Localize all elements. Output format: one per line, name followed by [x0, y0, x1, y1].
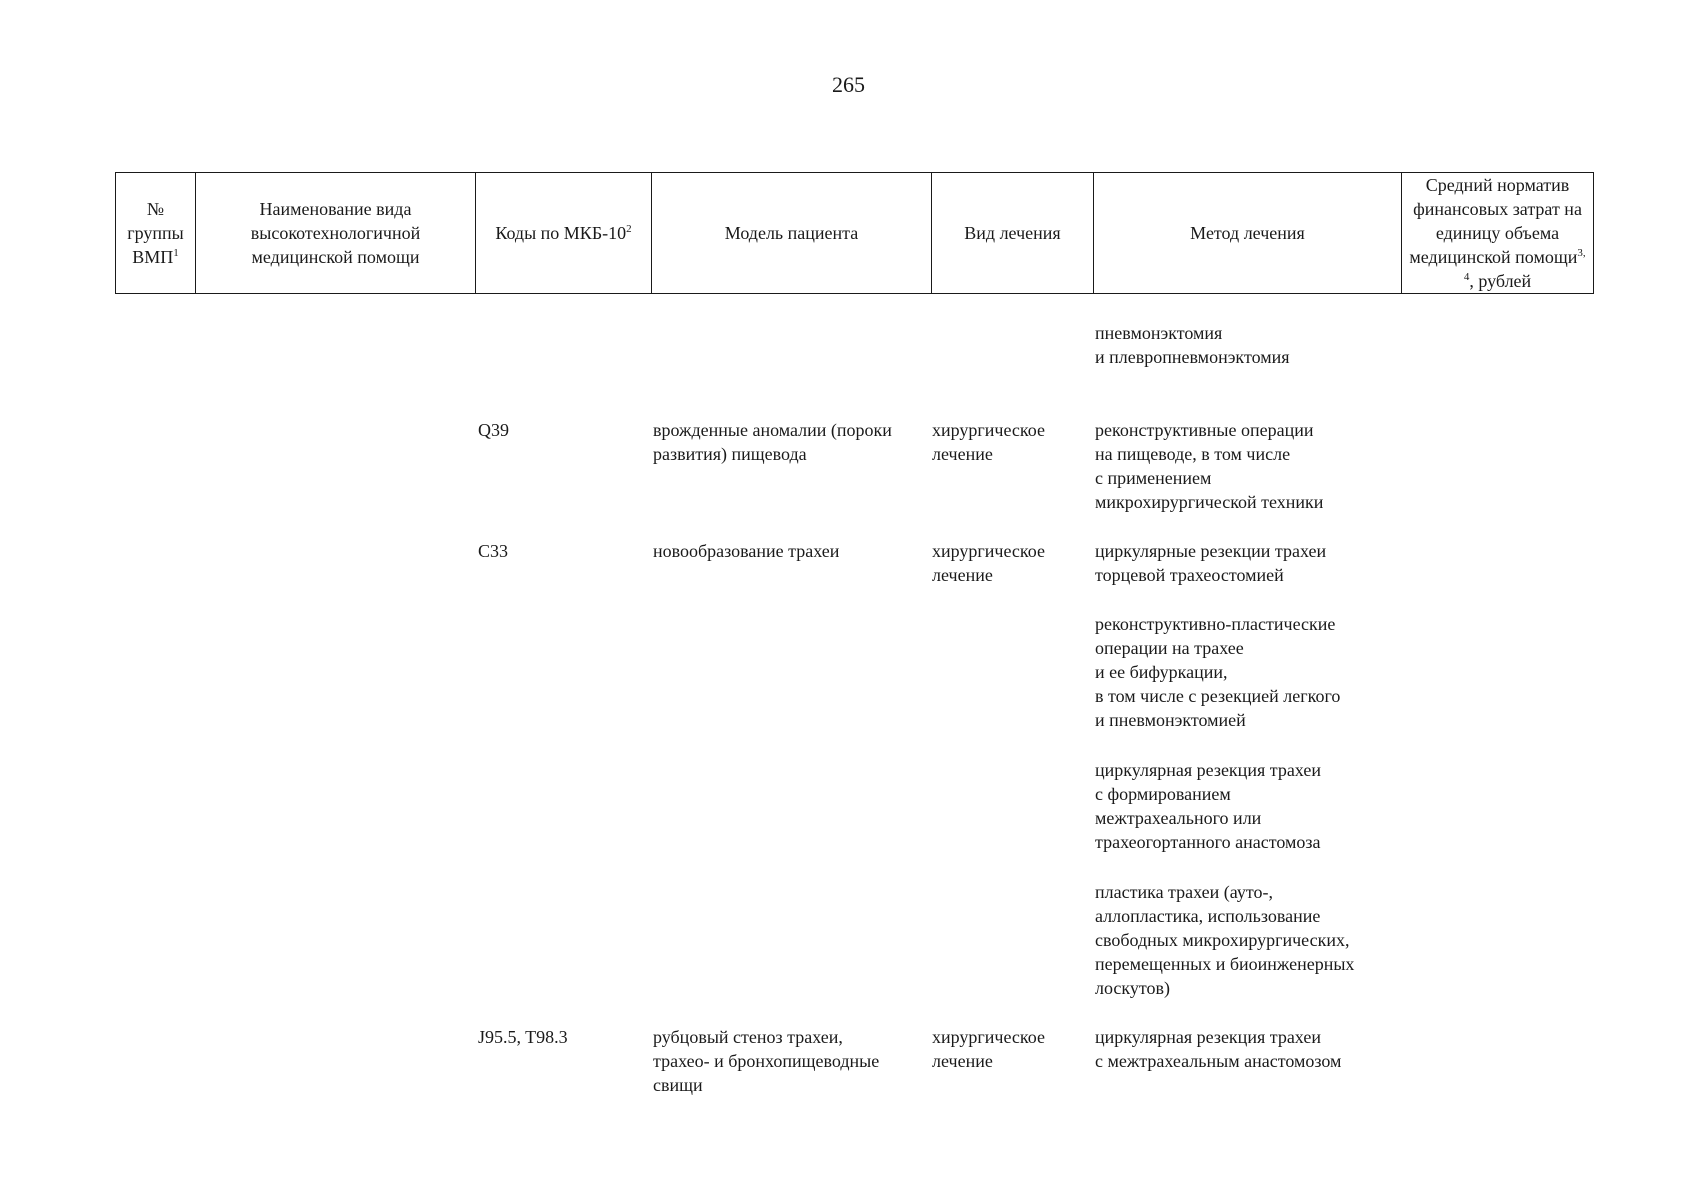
- table-header: [115, 172, 1594, 294]
- page-number: 265: [832, 72, 865, 97]
- row-j95-treatment: хирургическое лечение: [932, 1027, 1045, 1071]
- row-q39-method-1: реконструктивные операции на пищеводе, в том числе с применением микрохирургической техники: [1095, 420, 1324, 512]
- row-c33-model: новообразование трахеи: [653, 541, 840, 561]
- header-icd-codes: Коды по МКБ-$10^2$: [476, 173, 652, 294]
- header-treatment-method: Метод лечения: [1094, 173, 1402, 294]
- row-c33-treatment: хирургическое лечение: [932, 541, 1045, 585]
- row-c33-method-1: циркулярные резекции трахеи торцевой трахеостомией: [1095, 541, 1327, 585]
- header-treatment-type: Вид лечения: [932, 173, 1094, 294]
- header-care-type-name: Наименование вида высокотехнологичной медицинской помощи: [196, 173, 476, 294]
- header-patient-model: Модель пациента: [652, 173, 932, 294]
- row-q39-code: Q39: [478, 420, 509, 440]
- header-cost-standard: Средний норматив финансовых затрат на единицу объема медицинской помощи$^{3, 4}$, рублей: [1402, 173, 1594, 294]
- row-c33-code: C33: [478, 541, 509, 561]
- row-j95-method-1: циркулярная резекция трахеи с межтрахеальным анастомозом: [1095, 1027, 1342, 1071]
- row-c33-method-4: пластика трахеи (ауто-, аллопластика, использование свободных микрохирургических, перемещенных и биоинженерных лоскутов): [1095, 882, 1355, 998]
- header-group-number: № группы ВМП$^1$: [116, 173, 196, 294]
- method-continuation: пневмонэктомия и плевропневмонэктомия: [1095, 323, 1290, 367]
- row-q39-treatment: хирургическое лечение: [932, 420, 1045, 464]
- row-j95-model: рубцовый стеноз трахеи, трахео- и бронхопищеводные свищи: [653, 1027, 880, 1095]
- row-c33-method-2: реконструктивно-пластические операции на трахее и ее бифуркации, в том числе с резекцией легкого и пневмонэктомией: [1095, 614, 1341, 730]
- row-j95-code: J95.5, T98.3: [478, 1027, 568, 1047]
- row-q39-model: врожденные аномалии (пороки развития) пищевода: [653, 420, 892, 464]
- row-c33-method-3: циркулярная резекция трахеи с формированием межтрахеального или трахеогортанного анастомоза: [1095, 760, 1321, 852]
